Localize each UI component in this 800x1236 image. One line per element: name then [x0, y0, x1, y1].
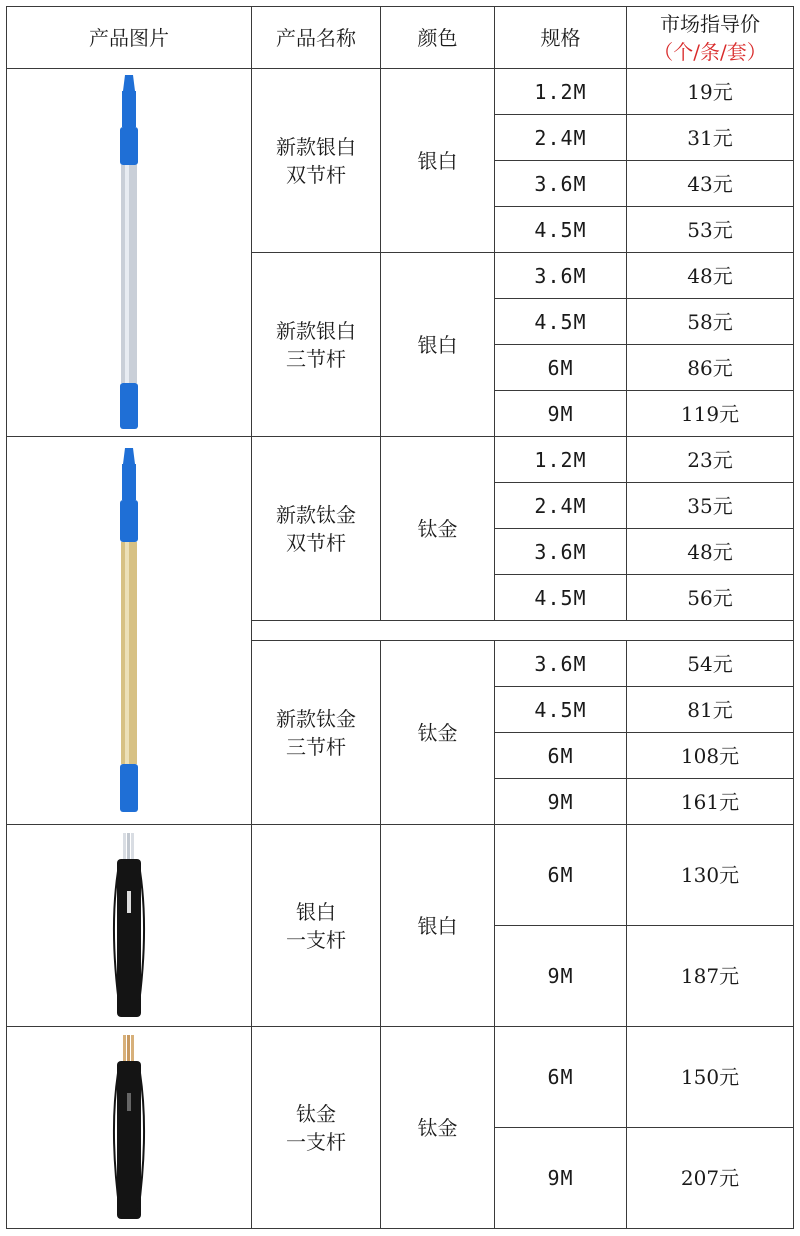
product-color-cell: 钛金	[381, 437, 495, 621]
price-cell: 58元	[627, 299, 794, 345]
product-name-line: 一支杆	[286, 927, 346, 952]
spec-cell: 3.6M	[495, 253, 627, 299]
product-name-line: 一支杆	[286, 1129, 346, 1154]
spec-cell: 9M	[495, 779, 627, 825]
spec-cell: 4.5M	[495, 687, 627, 733]
spec-cell: 2.4M	[495, 483, 627, 529]
price-cell: 43元	[627, 161, 794, 207]
price-cell: 108元	[627, 733, 794, 779]
price-cell: 56元	[627, 575, 794, 621]
spec-cell: 1.2M	[495, 437, 627, 483]
product-name-line: 双节杆	[286, 530, 346, 555]
price-table	[6, 6, 794, 1229]
spec-cell: 9M	[495, 391, 627, 437]
header-price-unit: （个/条/套）	[653, 39, 767, 64]
table-row	[7, 69, 794, 115]
spec-cell: 6M	[495, 825, 627, 926]
product-name-line: 新款银白	[276, 134, 356, 159]
header-color: 颜色	[381, 7, 495, 69]
price-cell: 53元	[627, 207, 794, 253]
product-image-gold-pole	[7, 437, 252, 825]
price-cell: 130元	[627, 825, 794, 926]
product-color-cell: 银白	[381, 253, 495, 437]
product-image-silver-pole	[7, 69, 252, 437]
spec-cell: 4.5M	[495, 299, 627, 345]
product-name-line: 三节杆	[286, 734, 346, 759]
product-name-cell	[252, 437, 381, 621]
header-row	[7, 7, 794, 69]
spacer-cell	[252, 621, 794, 641]
product-name-cell	[252, 641, 381, 825]
price-cell: 35元	[627, 483, 794, 529]
spec-cell: 6M	[495, 345, 627, 391]
product-name-line: 新款银白	[276, 318, 356, 343]
product-image-gold-bag	[7, 1027, 252, 1229]
black-carry-bag-gold-pole-icon	[109, 1033, 149, 1223]
product-color-cell: 银白	[381, 825, 495, 1027]
spec-cell: 3.6M	[495, 529, 627, 575]
spec-cell: 2.4M	[495, 115, 627, 161]
silver-telescopic-pole-icon	[109, 73, 149, 433]
spec-cell: 1.2M	[495, 69, 627, 115]
spec-cell: 3.6M	[495, 641, 627, 687]
price-cell: 187元	[627, 926, 794, 1027]
price-cell: 31元	[627, 115, 794, 161]
product-name-cell	[252, 825, 381, 1027]
product-color-cell: 银白	[381, 69, 495, 253]
table-row	[7, 437, 794, 483]
product-name-cell	[252, 69, 381, 253]
price-cell: 54元	[627, 641, 794, 687]
spec-cell: 6M	[495, 733, 627, 779]
spec-cell: 4.5M	[495, 207, 627, 253]
price-cell: 207元	[627, 1128, 794, 1229]
table-row	[7, 1027, 794, 1128]
price-cell: 19元	[627, 69, 794, 115]
header-price-label: 市场指导价	[660, 11, 760, 36]
price-cell: 150元	[627, 1027, 794, 1128]
spec-cell: 6M	[495, 1027, 627, 1128]
price-cell: 86元	[627, 345, 794, 391]
product-name-line: 双节杆	[286, 162, 346, 187]
header-name: 产品名称	[252, 7, 381, 69]
product-name-line: 三节杆	[286, 346, 346, 371]
price-cell: 81元	[627, 687, 794, 733]
price-cell: 119元	[627, 391, 794, 437]
black-carry-bag-silver-pole-icon	[109, 831, 149, 1021]
product-name-line: 钛金	[296, 1101, 336, 1126]
product-name-line: 新款钛金	[276, 502, 356, 527]
product-name-line: 新款钛金	[276, 706, 356, 731]
product-color-cell: 钛金	[381, 641, 495, 825]
header-spec: 规格	[495, 7, 627, 69]
product-name-cell	[252, 253, 381, 437]
header-image: 产品图片	[7, 7, 252, 69]
gold-telescopic-pole-icon	[109, 446, 149, 816]
table-row	[7, 825, 794, 926]
spec-cell: 4.5M	[495, 575, 627, 621]
spec-cell: 9M	[495, 1128, 627, 1229]
header-price	[627, 7, 794, 69]
product-color-cell: 钛金	[381, 1027, 495, 1229]
product-image-silver-bag	[7, 825, 252, 1027]
spec-cell: 3.6M	[495, 161, 627, 207]
product-name-line: 银白	[296, 899, 336, 924]
spec-cell: 9M	[495, 926, 627, 1027]
price-cell: 48元	[627, 529, 794, 575]
price-cell: 48元	[627, 253, 794, 299]
product-name-cell	[252, 1027, 381, 1229]
price-cell: 161元	[627, 779, 794, 825]
price-cell: 23元	[627, 437, 794, 483]
